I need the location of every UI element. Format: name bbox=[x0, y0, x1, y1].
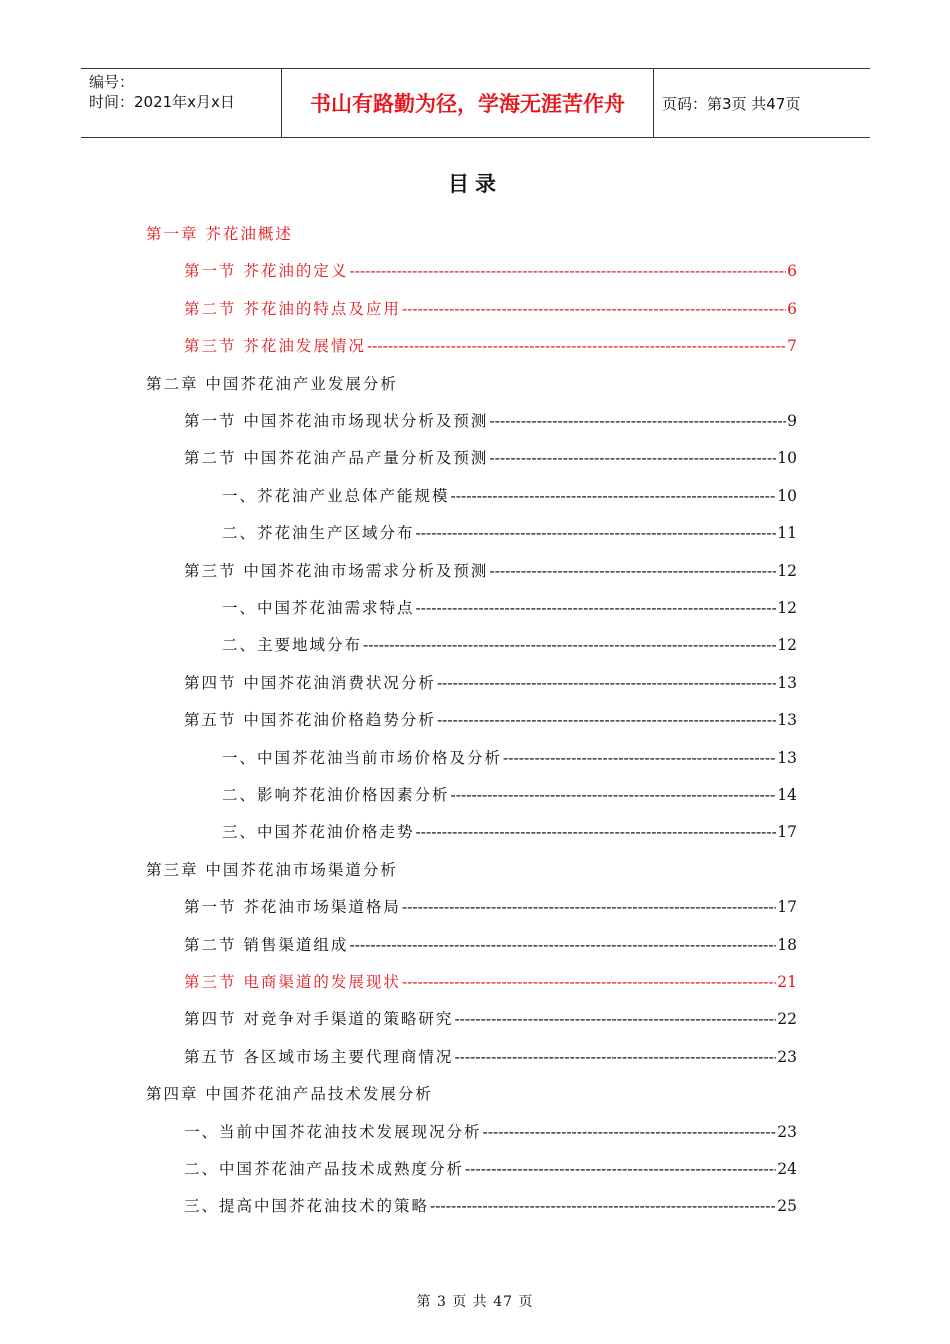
toc-entry[interactable] bbox=[184, 1045, 797, 1069]
toc-leader-dots bbox=[416, 521, 777, 545]
toc-leader-dots bbox=[437, 708, 776, 732]
toc-entry-page: 12 bbox=[777, 636, 797, 655]
toc-entry-page: 6 bbox=[787, 299, 797, 318]
toc-entry[interactable] bbox=[222, 521, 797, 545]
toc-entry[interactable] bbox=[222, 746, 797, 770]
header-time: 时间：2021年x月x日 bbox=[89, 93, 235, 111]
toc-entry-page: 10 bbox=[777, 449, 797, 468]
toc-entry[interactable] bbox=[146, 222, 293, 246]
toc-entry-page: 12 bbox=[777, 599, 797, 617]
toc-leader-dots bbox=[349, 259, 786, 283]
toc-entry-title: 二、影响芥花油价格因素分析 bbox=[222, 786, 450, 804]
toc-leader-dots bbox=[454, 1007, 776, 1031]
toc-entry-title: 第四章 中国芥花油产品技术发展分析 bbox=[146, 1085, 433, 1104]
toc-entry-title: 第一节 芥花油的定义 bbox=[184, 262, 349, 281]
toc-title: 目录 bbox=[448, 171, 502, 196]
toc-entry-page: 17 bbox=[777, 823, 797, 842]
toc-entry[interactable] bbox=[184, 409, 797, 433]
toc-entry-title: 第二节 芥花油的特点及应用 bbox=[184, 299, 401, 318]
toc-entry-title: 一、当前中国芥花油技术发展现况分析 bbox=[184, 1122, 482, 1141]
header-number: 编号： bbox=[89, 73, 135, 91]
toc-entry[interactable] bbox=[146, 372, 398, 396]
toc-entry-title: 二、主要地域分布 bbox=[222, 636, 363, 655]
header-page-info: 页码：第3页 共47页 bbox=[662, 94, 801, 113]
toc-entry-page: 18 bbox=[777, 935, 797, 954]
toc-entry[interactable] bbox=[222, 596, 797, 620]
toc-entry[interactable] bbox=[184, 297, 797, 321]
toc-entry-title: 第二章 中国芥花油产业发展分析 bbox=[146, 374, 398, 393]
toc-entry[interactable] bbox=[146, 1082, 433, 1106]
toc-entry-title: 第一章 芥花油概述 bbox=[146, 225, 293, 243]
toc-entry[interactable] bbox=[184, 970, 797, 994]
toc-leader-dots bbox=[483, 1120, 777, 1144]
toc-entry-page: 23 bbox=[777, 1122, 797, 1141]
toc-entry[interactable] bbox=[222, 783, 797, 807]
toc-entry-title: 二、芥花油生产区域分布 bbox=[222, 524, 415, 543]
toc-entry[interactable] bbox=[184, 334, 797, 358]
toc-leader-dots bbox=[489, 446, 776, 470]
toc-entry[interactable] bbox=[184, 933, 797, 957]
toc-entry-page: 17 bbox=[777, 898, 797, 917]
document-header bbox=[81, 68, 870, 138]
toc-leader-dots bbox=[416, 596, 777, 620]
toc-entry-title: 第三章 中国芥花油市场渠道分析 bbox=[146, 860, 398, 879]
toc-entry-page: 13 bbox=[777, 748, 797, 767]
header-motto: 书山有路勤为径，学海无涯苦作舟 bbox=[281, 69, 654, 137]
toc-leader-dots bbox=[367, 334, 786, 358]
toc-leader-dots bbox=[465, 1157, 776, 1181]
toc-leader-dots bbox=[454, 1045, 776, 1069]
toc-entry-title: 第四节 对竞争对手渠道的策略研究 bbox=[184, 1010, 454, 1029]
toc-leader-dots bbox=[363, 633, 776, 657]
toc-entry-title: 第一节 芥花油市场渠道格局 bbox=[184, 898, 401, 917]
toc-entry-title: 第三节 电商渠道的发展现状 bbox=[184, 973, 401, 991]
toc-leader-dots bbox=[402, 970, 776, 994]
toc-entry-page: 12 bbox=[777, 561, 797, 580]
toc-entry[interactable] bbox=[222, 633, 797, 657]
toc-entry[interactable] bbox=[184, 671, 797, 695]
toc-entry[interactable] bbox=[184, 559, 797, 583]
toc-leader-dots bbox=[503, 746, 776, 770]
toc-leader-dots bbox=[349, 933, 776, 957]
toc-entry-page: 21 bbox=[777, 973, 797, 991]
toc-entry-page: 22 bbox=[777, 1010, 797, 1029]
toc-leader-dots bbox=[430, 1194, 776, 1218]
toc-entry[interactable] bbox=[184, 1007, 797, 1031]
toc-entry-title: 二、中国芥花油产品技术成熟度分析 bbox=[184, 1160, 465, 1178]
toc-leader-dots bbox=[489, 409, 786, 433]
toc-entry[interactable] bbox=[146, 858, 398, 882]
toc-entry-title: 第五节 中国芥花油价格趋势分析 bbox=[184, 711, 436, 730]
toc-entry-title: 一、芥花油产业总体产能规模 bbox=[222, 486, 450, 505]
toc-leader-dots bbox=[489, 559, 776, 583]
toc-entry-page: 7 bbox=[787, 337, 797, 356]
toc-entry-title: 第三节 芥花油发展情况 bbox=[184, 337, 366, 356]
toc-entry-page: 6 bbox=[787, 262, 797, 281]
toc-entry-page: 10 bbox=[777, 486, 797, 505]
toc-entry-page: 14 bbox=[777, 786, 797, 804]
toc-entry[interactable] bbox=[184, 1194, 797, 1218]
toc-entry-title: 三、提高中国芥花油技术的策略 bbox=[184, 1197, 430, 1216]
toc-leader-dots bbox=[416, 820, 777, 844]
toc-leader-dots bbox=[451, 484, 777, 508]
toc-entry-page: 24 bbox=[777, 1160, 797, 1178]
toc-entry[interactable] bbox=[184, 1157, 797, 1181]
toc-entry-page: 11 bbox=[777, 524, 797, 543]
toc-entry-page: 23 bbox=[777, 1047, 797, 1066]
toc-entry-title: 第五节 各区域市场主要代理商情况 bbox=[184, 1047, 454, 1066]
toc-entry-page: 13 bbox=[777, 673, 797, 692]
page-footer: 第 3 页 共 47 页 bbox=[416, 1294, 534, 1310]
toc-entry[interactable] bbox=[222, 484, 797, 508]
toc-leader-dots bbox=[402, 895, 776, 919]
toc-entry[interactable] bbox=[184, 1120, 797, 1144]
toc-entry-title: 第二节 中国芥花油产品产量分析及预测 bbox=[184, 449, 489, 468]
toc-entry[interactable] bbox=[222, 820, 797, 844]
toc-entry-title: 三、中国芥花油价格走势 bbox=[222, 823, 415, 842]
toc-entry[interactable] bbox=[184, 708, 797, 732]
toc-entry[interactable] bbox=[184, 446, 797, 470]
toc-entry-page: 13 bbox=[777, 711, 797, 730]
toc-entry-title: 第四节 中国芥花油消费状况分析 bbox=[184, 673, 436, 692]
toc-entry-page: 9 bbox=[787, 412, 797, 430]
header-meta bbox=[81, 69, 281, 137]
toc-entry-title: 一、中国芥花油当前市场价格及分析 bbox=[222, 748, 503, 767]
toc-entry-title: 第三节 中国芥花油市场需求分析及预测 bbox=[184, 561, 489, 580]
toc-entry-title: 一、中国芥花油需求特点 bbox=[222, 599, 415, 617]
toc-entry-title: 第一节 中国芥花油市场现状分析及预测 bbox=[184, 412, 489, 430]
toc-leader-dots bbox=[402, 297, 786, 321]
toc-entry[interactable] bbox=[184, 259, 797, 283]
toc-entry[interactable] bbox=[184, 895, 797, 919]
toc-leader-dots bbox=[451, 783, 777, 807]
toc-leader-dots bbox=[437, 671, 776, 695]
toc-entry-page: 25 bbox=[777, 1197, 797, 1216]
toc-entry-title: 第二节 销售渠道组成 bbox=[184, 935, 349, 954]
